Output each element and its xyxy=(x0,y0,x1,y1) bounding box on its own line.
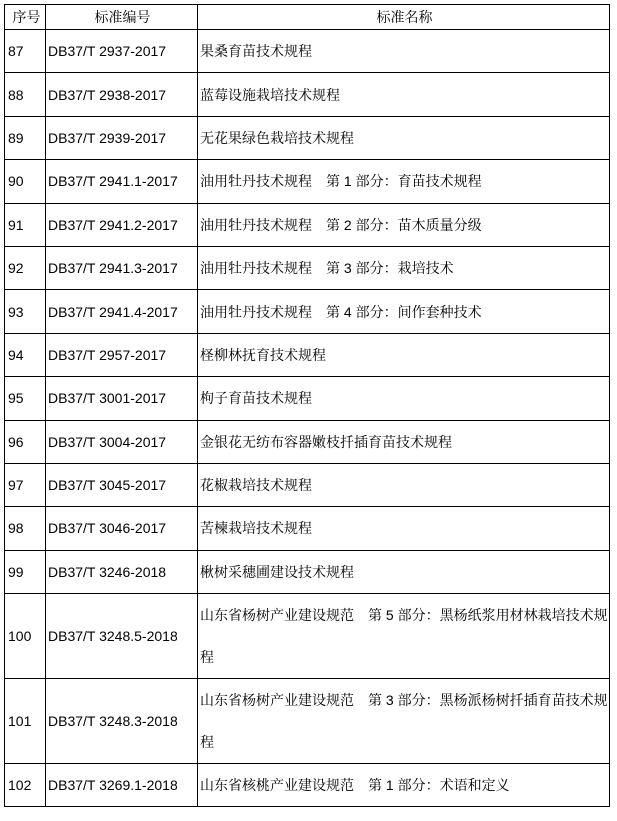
row-name: 无花果绿色栽培技术规程 xyxy=(198,116,610,159)
table-row xyxy=(5,507,610,550)
row-no: 98 xyxy=(5,507,46,550)
row-no: 95 xyxy=(5,377,46,420)
table-row xyxy=(5,160,610,203)
row-name: 油用牡丹技术规程 第 1 部分：育苗技术规程 xyxy=(198,160,610,203)
row-name: 山东省核桃产业建设规范 第 1 部分：术语和定义 xyxy=(198,764,610,807)
row-no: 92 xyxy=(5,246,46,289)
row-code: DB37/T 3001-2017 xyxy=(46,377,198,420)
header-name: 标准名称 xyxy=(198,5,610,30)
row-no: 90 xyxy=(5,160,46,203)
row-name: 山东省杨树产业建设规范 第 5 部分：黑杨纸浆用材林栽培技术规程 xyxy=(198,594,610,679)
row-no: 99 xyxy=(5,550,46,593)
row-code: DB37/T 3246-2018 xyxy=(46,550,198,593)
row-no: 91 xyxy=(5,203,46,246)
row-code: DB37/T 2939-2017 xyxy=(46,116,198,159)
row-code: DB37/T 2941.1-2017 xyxy=(46,160,198,203)
row-name: 蓝莓设施栽培技术规程 xyxy=(198,73,610,116)
row-code: DB37/T 2937-2017 xyxy=(46,30,198,73)
row-name: 油用牡丹技术规程 第 2 部分：苗木质量分级 xyxy=(198,203,610,246)
table-row xyxy=(5,290,610,333)
row-name: 山东省杨树产业建设规范 第 3 部分：黑杨派杨树扦插育苗技术规程 xyxy=(198,679,610,764)
row-no: 94 xyxy=(5,333,46,376)
row-no: 87 xyxy=(5,30,46,73)
table-row xyxy=(5,116,610,159)
row-no: 89 xyxy=(5,116,46,159)
row-name: 油用牡丹技术规程 第 3 部分：栽培技术 xyxy=(198,246,610,289)
row-name: 花椒栽培技术规程 xyxy=(198,463,610,506)
table-row xyxy=(5,550,610,593)
row-name: 楸树采穗圃建设技术规程 xyxy=(198,550,610,593)
row-code: DB37/T 3004-2017 xyxy=(46,420,198,463)
row-no: 102 xyxy=(5,764,46,807)
row-no: 88 xyxy=(5,73,46,116)
table-row xyxy=(5,679,610,764)
table-row xyxy=(5,594,610,679)
row-name: 油用牡丹技术规程 第 4 部分：间作套种技术 xyxy=(198,290,610,333)
row-name: 柽柳林抚育技术规程 xyxy=(198,333,610,376)
row-name: 苦楝栽培技术规程 xyxy=(198,507,610,550)
table-row xyxy=(5,73,610,116)
row-name: 金银花无纺布容器嫩枝扦插育苗技术规程 xyxy=(198,420,610,463)
table-row xyxy=(5,463,610,506)
header-row xyxy=(5,5,610,30)
row-code: DB37/T 3269.1-2018 xyxy=(46,764,198,807)
row-code: DB37/T 2941.2-2017 xyxy=(46,203,198,246)
row-code: DB37/T 3248.3-2018 xyxy=(46,679,198,764)
row-code: DB37/T 2941.3-2017 xyxy=(46,246,198,289)
header-no: 序号 xyxy=(5,5,46,30)
row-code: DB37/T 3248.5-2018 xyxy=(46,594,198,679)
table-body xyxy=(5,30,610,807)
row-name: 果桑育苗技术规程 xyxy=(198,30,610,73)
row-code: DB37/T 2938-2017 xyxy=(46,73,198,116)
table-row xyxy=(5,246,610,289)
standards-table xyxy=(4,4,610,807)
row-no: 93 xyxy=(5,290,46,333)
table-row xyxy=(5,377,610,420)
row-name: 枸子育苗技术规程 xyxy=(198,377,610,420)
row-no: 97 xyxy=(5,463,46,506)
table-row xyxy=(5,420,610,463)
row-code: DB37/T 2957-2017 xyxy=(46,333,198,376)
row-no: 96 xyxy=(5,420,46,463)
table-row xyxy=(5,30,610,73)
row-no: 101 xyxy=(5,679,46,764)
table-row xyxy=(5,203,610,246)
row-code: DB37/T 2941.4-2017 xyxy=(46,290,198,333)
row-no: 100 xyxy=(5,594,46,679)
row-code: DB37/T 3045-2017 xyxy=(46,463,198,506)
row-code: DB37/T 3046-2017 xyxy=(46,507,198,550)
header-code: 标准编号 xyxy=(46,5,198,30)
table-row xyxy=(5,333,610,376)
table-row xyxy=(5,764,610,807)
